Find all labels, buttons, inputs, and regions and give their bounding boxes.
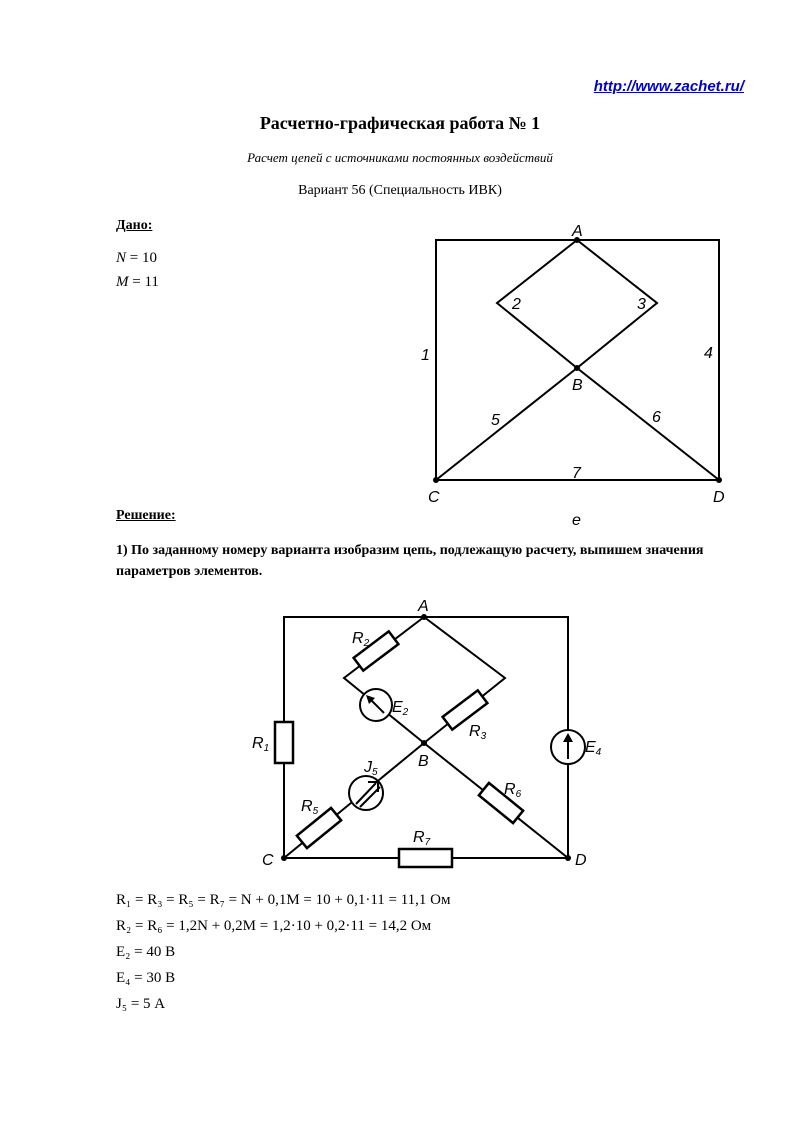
solution-heading: Решение: <box>116 508 176 523</box>
formula-r2-r6: R₂ = R₆ = 1,2N + 0,2M = 1,2·10 + 0,2·11 = 14,2 Ом <box>116 918 432 934</box>
graph-branch-3: 3 <box>637 296 646 313</box>
circuit-node-b: B <box>418 753 429 770</box>
site-link[interactable]: http://www.zachet.ru/ <box>593 78 744 95</box>
circuit-node-d-dot <box>565 855 571 861</box>
formula-j5: J₅ = 5 А <box>116 996 166 1012</box>
graph-node-a: A <box>572 223 583 240</box>
variant-label: Вариант 56 (Специальность ИВК) <box>298 183 502 198</box>
given-m-symbol: M <box>116 274 129 290</box>
label-e4: E4 <box>585 739 602 758</box>
document-subtitle: Расчет цепей с источниками постоянных воздействий <box>247 150 553 165</box>
graph-branch-2: 2 <box>512 296 521 313</box>
resistor-r1 <box>275 722 293 763</box>
graph-branch-4: 4 <box>704 345 713 362</box>
wire-top-loop <box>284 617 568 730</box>
given-n-value: = 10 <box>129 250 157 266</box>
label-r5: R5 <box>301 798 319 817</box>
given-n-symbol: N <box>116 250 127 266</box>
label-r1: R1 <box>252 735 270 754</box>
document-title: Расчетно-графическая работа № 1 <box>259 113 541 133</box>
given-heading: Дано: <box>116 218 153 233</box>
circuit-node-c: C <box>262 852 274 869</box>
voltage-source-e2-icon <box>360 689 392 721</box>
circuit-node-a: A <box>418 598 429 615</box>
graph-branch-1: 1 <box>421 347 430 364</box>
label-r6: R6 <box>504 781 522 800</box>
graph-node-d: D <box>713 489 725 506</box>
label-j5: J5 <box>364 759 378 778</box>
graph-branch-7: 7 <box>572 465 581 482</box>
label-e2: E2 <box>392 699 409 718</box>
graph-branch-6: 6 <box>652 409 661 426</box>
formula-e4: E₄ = 30 В <box>116 970 176 986</box>
graph-node-b: B <box>572 377 583 394</box>
resistor-r7 <box>399 849 452 867</box>
wire-right-rhombus <box>424 617 505 743</box>
formula-e2: E₂ = 40 В <box>116 944 176 960</box>
circuit-node-d: D <box>575 852 587 869</box>
graph-node-c: C <box>428 489 440 506</box>
circuit-node-b-dot <box>421 740 427 746</box>
circuit-node-c-dot <box>281 855 287 861</box>
given-m-value: = 11 <box>132 274 159 290</box>
graph-branch-5: 5 <box>491 412 500 429</box>
step-1-text: 1) По заданному номеру варианта изобразим цепь, подлежащую расчету, выпишем значения параметров элементов. <box>116 543 704 579</box>
label-r7: R7 <box>413 829 431 848</box>
graph-extra-label: e <box>572 512 581 529</box>
label-r2: R2 <box>352 630 370 649</box>
label-r3: R3 <box>469 723 487 742</box>
voltage-source-e4-icon <box>551 730 585 764</box>
resistor-r3 <box>443 690 488 729</box>
current-source-j5-icon <box>349 776 383 810</box>
formula-r1-r3-r5-r7: R₁ = R₃ = R₅ = R₇ = N + 0,1M = 10 + 0,1·11 = 11,1 Ом <box>116 892 451 908</box>
